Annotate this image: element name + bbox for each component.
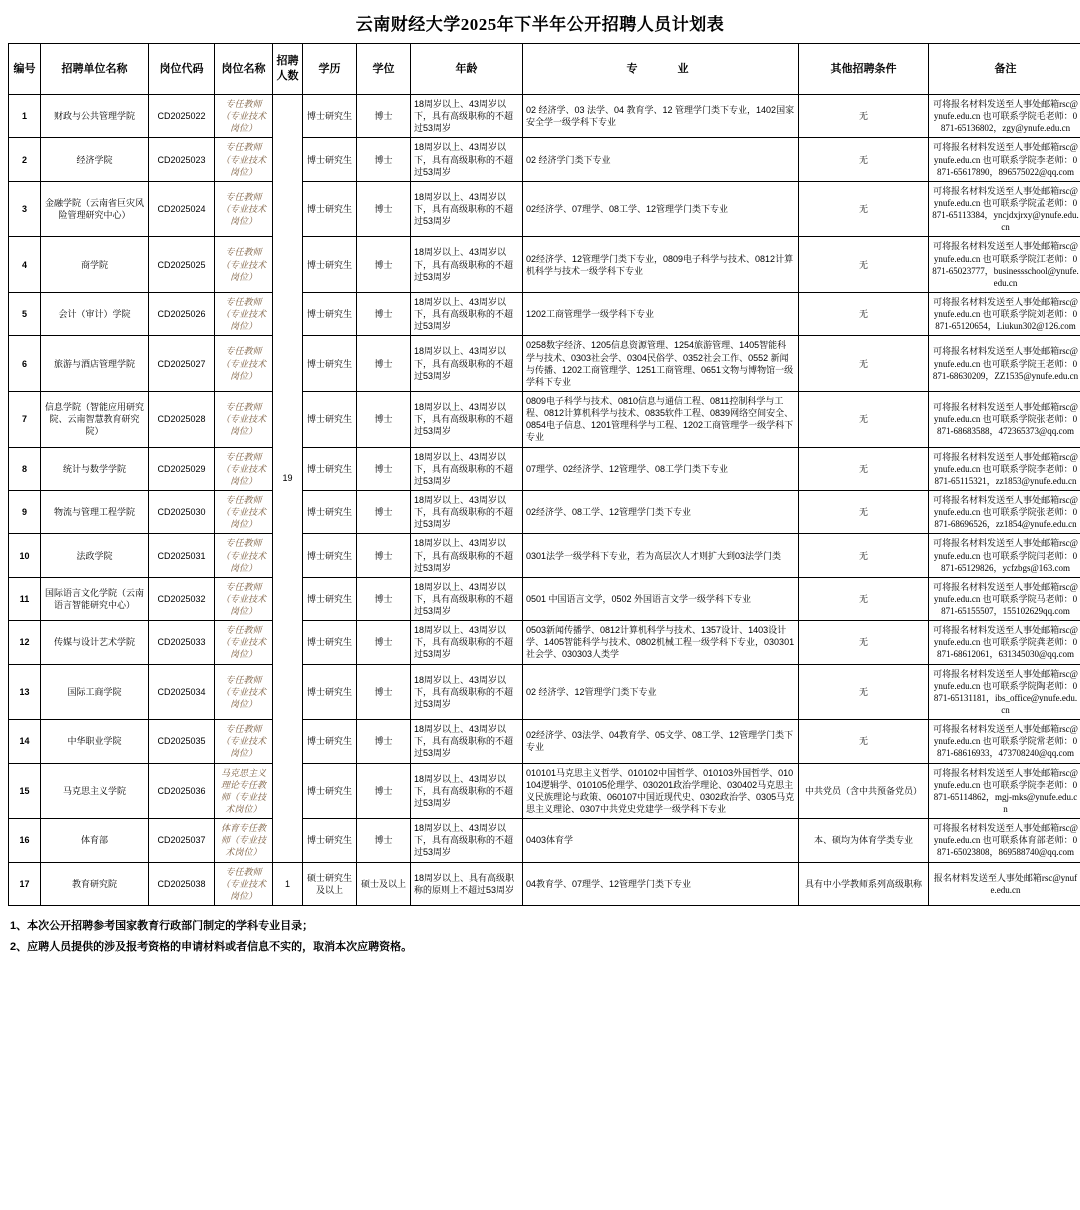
cell-code: CD2025032 (149, 577, 215, 620)
cell-index: 15 (9, 763, 41, 819)
cell-other: 具有中小学教师系列高级职称 (799, 862, 929, 905)
cell-remark: 可将报名材料发送至人事处邮箱rsc@ynufe.edu.cn 也可联系学院马老师：0871-65155507，155102629qq.com (929, 577, 1080, 620)
cell-index: 4 (9, 237, 41, 293)
table-row (9, 763, 1080, 819)
cell-other: 无 (799, 534, 929, 577)
cell-degree: 博士 (357, 391, 411, 447)
table-body (9, 95, 1080, 906)
cell-other: 无 (799, 138, 929, 181)
cell-degree: 博士 (357, 819, 411, 862)
cell-age: 18周岁以上、43周岁以下，具有高级职称的不超过53周岁 (411, 181, 523, 237)
cell-education: 博士研究生 (303, 447, 357, 490)
cell-education: 博士研究生 (303, 664, 357, 720)
cell-other: 无 (799, 391, 929, 447)
cell-degree: 博士 (357, 447, 411, 490)
cell-other: 无 (799, 577, 929, 620)
cell-age: 18周岁以上、43周岁以下，具有高级职称的不超过53周岁 (411, 138, 523, 181)
cell-age: 18周岁以上、43周岁以下，具有高级职称的不超过53周岁 (411, 819, 523, 862)
cell-other: 无 (799, 621, 929, 664)
cell-code: CD2025037 (149, 819, 215, 862)
cell-education: 博士研究生 (303, 819, 357, 862)
cell-degree: 博士 (357, 181, 411, 237)
cell-education: 博士研究生 (303, 490, 357, 533)
cell-unit: 旅游与酒店管理学院 (41, 336, 149, 392)
cell-code: CD2025029 (149, 447, 215, 490)
cell-unit: 金融学院（云南省巨灾风险管理研究中心） (41, 181, 149, 237)
cell-remark: 可将报名材料发送至人事处邮箱rsc@ynufe.edu.cn 也可联系学院张老师：0871-68683588，472365373@qq.com (929, 391, 1080, 447)
footnote-2: 2、应聘人员提供的涉及报考资格的申请材料或者信息不实的，取消本次应聘资格。 (10, 940, 413, 953)
cell-age: 18周岁以上、43周岁以下，具有高级职称的不超过53周岁 (411, 447, 523, 490)
cell-post: 专任教师（专业技术岗位） (215, 720, 273, 763)
table-row (9, 490, 1080, 533)
cell-age: 18周岁以上、43周岁以下，具有高级职称的不超过53周岁 (411, 391, 523, 447)
table-row (9, 862, 1080, 905)
cell-code: CD2025030 (149, 490, 215, 533)
cell-post: 专任教师（专业技术岗位） (215, 292, 273, 335)
cell-unit: 财政与公共管理学院 (41, 95, 149, 138)
cell-other: 无 (799, 447, 929, 490)
cell-code: CD2025036 (149, 763, 215, 819)
footnotes (10, 916, 1070, 958)
cell-code: CD2025038 (149, 862, 215, 905)
cell-education: 博士研究生 (303, 577, 357, 620)
cell-unit: 国际工商学院 (41, 664, 149, 720)
cell-remark: 可将报名材料发送至人事处邮箱rsc@ynufe.edu.cn 也可联系学院王老师：0871-68630209，ZZ1535@ynufe.edu.cn (929, 336, 1080, 392)
cell-major: 0809电子科学与技术、0810信息与通信工程、0811控制科学与工程、0812计算机科学与技术、0835软件工程、0839网络空间安全、0854电子信息、1201管理科学与工程、1202工商管理学一级学科下专业 (523, 391, 799, 447)
table-row (9, 534, 1080, 577)
cell-unit: 教育研究院 (41, 862, 149, 905)
cell-code: CD2025022 (149, 95, 215, 138)
cell-post: 专任教师（专业技术岗位） (215, 490, 273, 533)
table-row (9, 819, 1080, 862)
cell-remark: 可将报名材料发送至人事处邮箱rsc@ynufe.edu.cn 也可联系学院李老师：0871-65115321，zz1853@ynufe.edu.cn (929, 447, 1080, 490)
cell-remark: 可将报名材料发送至人事处邮箱rsc@ynufe.edu.cn 也可联系体育部老师：0871-65023808，869588740@qq.com (929, 819, 1080, 862)
cell-degree: 博士 (357, 138, 411, 181)
cell-code: CD2025031 (149, 534, 215, 577)
column-header-count: 招聘人数 (273, 44, 303, 95)
cell-other: 无 (799, 292, 929, 335)
table-row (9, 664, 1080, 720)
cell-unit: 经济学院 (41, 138, 149, 181)
cell-post: 专任教师（专业技术岗位） (215, 181, 273, 237)
table-row (9, 181, 1080, 237)
cell-major: 010101马克思主义哲学、010102中国哲学、010103外国哲学、010104逻辑学、010105伦理学、030201政治学理论、030402马克思主义民族理论与政策、060107中国近现代史、0302政治学、0305马克思主义理论、0307中共党史党建学一级学科下专业 (523, 763, 799, 819)
cell-degree: 博士 (357, 292, 411, 335)
cell-degree: 博士 (357, 336, 411, 392)
cell-age: 18周岁以上、43周岁以下，具有高级职称的不超过53周岁 (411, 534, 523, 577)
cell-remark: 可将报名材料发送至人事处邮箱rsc@ynufe.edu.cn 也可联系学院毛老师：0871-65136802，zgy@ynufe.edu.cn (929, 95, 1080, 138)
cell-code: CD2025025 (149, 237, 215, 293)
cell-unit: 统计与数学学院 (41, 447, 149, 490)
cell-age: 18周岁以上、43周岁以下，具有高级职称的不超过53周岁 (411, 621, 523, 664)
cell-other: 本、硕均为体育学类专业 (799, 819, 929, 862)
cell-degree: 硕士及以上 (357, 862, 411, 905)
table-row (9, 621, 1080, 664)
cell-index: 1 (9, 95, 41, 138)
cell-major: 07理学、02经济学、12管理学、08工学门类下专业 (523, 447, 799, 490)
cell-other: 无 (799, 336, 929, 392)
cell-post: 专任教师（专业技术岗位） (215, 138, 273, 181)
cell-post: 专任教师（专业技术岗位） (215, 664, 273, 720)
cell-education: 博士研究生 (303, 181, 357, 237)
cell-code: CD2025027 (149, 336, 215, 392)
cell-major: 04教育学、07理学、12管理学门类下专业 (523, 862, 799, 905)
cell-code: CD2025033 (149, 621, 215, 664)
cell-education: 博士研究生 (303, 336, 357, 392)
cell-index: 11 (9, 577, 41, 620)
cell-education: 博士研究生 (303, 534, 357, 577)
cell-age: 18周岁以上、43周岁以下，具有高级职称的不超过53周岁 (411, 720, 523, 763)
cell-other: 无 (799, 181, 929, 237)
cell-index: 5 (9, 292, 41, 335)
cell-unit: 物流与管理工程学院 (41, 490, 149, 533)
cell-remark: 可将报名材料发送至人事处邮箱rsc@ynufe.edu.cn 也可联系学院常老师：0871-68616933，473708240@qq.com (929, 720, 1080, 763)
cell-education: 硕士研究生及以上 (303, 862, 357, 905)
cell-major: 0301法学一级学科下专业，若为高层次人才则扩大到03法学门类 (523, 534, 799, 577)
cell-major: 02经济学、07理学、08工学、12管理学门类下专业 (523, 181, 799, 237)
cell-index: 10 (9, 534, 41, 577)
cell-unit: 法政学院 (41, 534, 149, 577)
cell-index: 14 (9, 720, 41, 763)
cell-major: 0501 中国语言文学，0502 外国语言文学一级学科下专业 (523, 577, 799, 620)
cell-remark: 可将报名材料发送至人事处邮箱rsc@ynufe.edu.cn 也可联系学院龚老师：0871-68612061，631345030@qq.com (929, 621, 1080, 664)
cell-age: 18周岁以上、43周岁以下，具有高级职称的不超过53周岁 (411, 237, 523, 293)
cell-major: 02 经济学、03 法学、04 教育学、12 管理学门类下专业，1402国家安全学一级学科下专业 (523, 95, 799, 138)
cell-index: 8 (9, 447, 41, 490)
cell-other: 中共党员（含中共预备党员） (799, 763, 929, 819)
cell-education: 博士研究生 (303, 391, 357, 447)
cell-index: 2 (9, 138, 41, 181)
cell-major: 0403体育学 (523, 819, 799, 862)
cell-age: 18周岁以上、43周岁以下，具有高级职称的不超过53周岁 (411, 664, 523, 720)
cell-code: CD2025026 (149, 292, 215, 335)
cell-age: 18周岁以上、43周岁以下，具有高级职称的不超过53周岁 (411, 577, 523, 620)
cell-post: 专任教师（专业技术岗位） (215, 534, 273, 577)
column-header-other: 其他招聘条件 (799, 44, 929, 95)
cell-degree: 博士 (357, 621, 411, 664)
cell-code: CD2025024 (149, 181, 215, 237)
cell-count-merged: 19 (273, 95, 303, 863)
cell-age: 18周岁以上、43周岁以下，具有高级职称的不超过53周岁 (411, 292, 523, 335)
cell-major: 02 经济学、12管理学门类下专业 (523, 664, 799, 720)
cell-degree: 博士 (357, 95, 411, 138)
cell-unit: 中华职业学院 (41, 720, 149, 763)
cell-major: 02经济学、12管理学门类下专业，0809电子科学与技术、0812计算机科学与技术一级学科下专业 (523, 237, 799, 293)
recruitment-plan-table (8, 43, 1080, 906)
column-header-major: 专 业 (523, 44, 799, 95)
table-row (9, 237, 1080, 293)
footnote-1: 1、本次公开招聘参考国家教育行政部门制定的学科专业目录； (10, 920, 314, 933)
cell-remark: 可将报名材料发送至人事处邮箱rsc@ynufe.edu.cn 也可联系学院刘老师：0871-65120654，Liukun302@126.com (929, 292, 1080, 335)
cell-major: 0503新闻传播学、0812计算机科学与技术、1357设计、1403设计学、1405智能科学与技术、0802机械工程一级学科下专业，030301社会学、030303人类学 (523, 621, 799, 664)
table-row (9, 577, 1080, 620)
cell-index: 7 (9, 391, 41, 447)
cell-remark: 可将报名材料发送至人事处邮箱rsc@ynufe.edu.cn 也可联系学院张老师：0871-68696526，zz1854@ynufe.edu.cn (929, 490, 1080, 533)
cell-index: 16 (9, 819, 41, 862)
cell-remark: 可将报名材料发送至人事处邮箱rsc@ynufe.edu.cn 也可联系学院闫老师：0871-65129826，ycfzbgs@163.com (929, 534, 1080, 577)
cell-index: 12 (9, 621, 41, 664)
column-header-education: 学历 (303, 44, 357, 95)
cell-count: 1 (273, 862, 303, 905)
table-row (9, 95, 1080, 138)
table-row (9, 336, 1080, 392)
cell-code: CD2025035 (149, 720, 215, 763)
cell-unit: 会计（审计）学院 (41, 292, 149, 335)
cell-index: 3 (9, 181, 41, 237)
cell-post: 专任教师（专业技术岗位） (215, 862, 273, 905)
cell-degree: 博士 (357, 237, 411, 293)
cell-post: 专任教师（专业技术岗位） (215, 237, 273, 293)
column-header-remark: 备注 (929, 44, 1080, 95)
column-header-index: 编号 (9, 44, 41, 95)
cell-index: 17 (9, 862, 41, 905)
cell-post: 马克思主义理论专任教师（专业技术岗位） (215, 763, 273, 819)
cell-major: 0258数字经济、1205信息资源管理、1254旅游管理、1405智能科学与技术、0303社会学、0304民俗学、0352社会工作、0552 新闻与传播、1202工商管理学、1251工商管理、0651文物与博物馆一级学科下专业 (523, 336, 799, 392)
table-row (9, 720, 1080, 763)
cell-post: 专任教师（专业技术岗位） (215, 621, 273, 664)
cell-remark: 可将报名材料发送至人事处邮箱rsc@ynufe.edu.cn 也可联系学院陶老师：0871-65131181，ibs_office@ynufe.edu.cn (929, 664, 1080, 720)
cell-post: 专任教师（专业技术岗位） (215, 336, 273, 392)
cell-other: 无 (799, 490, 929, 533)
cell-degree: 博士 (357, 577, 411, 620)
table-row (9, 292, 1080, 335)
table-row (9, 138, 1080, 181)
cell-education: 博士研究生 (303, 763, 357, 819)
cell-degree: 博士 (357, 763, 411, 819)
cell-major: 1202工商管理学一级学科下专业 (523, 292, 799, 335)
cell-unit: 商学院 (41, 237, 149, 293)
cell-major: 02经济学、03法学、04教育学、05文学、08工学、12管理学门类下专业 (523, 720, 799, 763)
cell-post: 专任教师（专业技术岗位） (215, 95, 273, 138)
cell-remark: 可将报名材料发送至人事处邮箱rsc@ynufe.edu.cn 也可联系学院李老师：0871-65617890，896575022@qq.com (929, 138, 1080, 181)
cell-education: 博士研究生 (303, 138, 357, 181)
cell-education: 博士研究生 (303, 720, 357, 763)
column-header-post: 岗位名称 (215, 44, 273, 95)
cell-other: 无 (799, 237, 929, 293)
cell-major: 02 经济学门类下专业 (523, 138, 799, 181)
table-header-row (9, 44, 1080, 95)
cell-code: CD2025028 (149, 391, 215, 447)
cell-education: 博士研究生 (303, 95, 357, 138)
cell-remark: 可将报名材料发送至人事处邮箱rsc@ynufe.edu.cn 也可联系学院江老师：0871-65023777，businessschool@ynufe.edu.cn (929, 237, 1080, 293)
cell-code: CD2025034 (149, 664, 215, 720)
cell-unit: 信息学院（智能应用研究院、云南智慧教育研究院） (41, 391, 149, 447)
cell-code: CD2025023 (149, 138, 215, 181)
cell-age: 18周岁以上、43周岁以下，具有高级职称的不超过53周岁 (411, 336, 523, 392)
cell-post: 体育专任教师（专业技术岗位） (215, 819, 273, 862)
cell-age: 18周岁以上、43周岁以下，具有高级职称的不超过53周岁 (411, 95, 523, 138)
page-title: 云南财经大学2025年下半年公开招聘人员计划表 (355, 15, 725, 34)
cell-unit: 国际语言文化学院（云南语言智能研究中心） (41, 577, 149, 620)
cell-age: 18周岁以上、43周岁以下，具有高级职称的不超过53周岁 (411, 490, 523, 533)
cell-index: 13 (9, 664, 41, 720)
cell-remark: 可将报名材料发送至人事处邮箱rsc@ynufe.edu.cn 也可联系学院李老师：0871-65114862，mgj-mks@ynufe.edu.cn (929, 763, 1080, 819)
cell-other: 无 (799, 95, 929, 138)
cell-post: 专任教师（专业技术岗位） (215, 447, 273, 490)
cell-other: 无 (799, 664, 929, 720)
column-header-degree: 学位 (357, 44, 411, 95)
cell-age: 18周岁以上、具有高级职称的原则上不超过53周岁 (411, 862, 523, 905)
cell-degree: 博士 (357, 534, 411, 577)
cell-unit: 马克思主义学院 (41, 763, 149, 819)
cell-unit: 传媒与设计艺术学院 (41, 621, 149, 664)
cell-age: 18周岁以上、43周岁以下，具有高级职称的不超过53周岁 (411, 763, 523, 819)
cell-degree: 博士 (357, 664, 411, 720)
column-header-unit: 招聘单位名称 (41, 44, 149, 95)
cell-degree: 博士 (357, 720, 411, 763)
cell-degree: 博士 (357, 490, 411, 533)
table-row (9, 391, 1080, 447)
cell-index: 6 (9, 336, 41, 392)
column-header-code: 岗位代码 (149, 44, 215, 95)
cell-remark: 报名材料发送至人事处邮箱rsc@ynufe.edu.cn (929, 862, 1080, 905)
cell-remark: 可将报名材料发送至人事处邮箱rsc@ynufe.edu.cn 也可联系学院孟老师：0871-65113384，yncjdxjrxy@ynufe.edu.cn (929, 181, 1080, 237)
cell-post: 专任教师（专业技术岗位） (215, 391, 273, 447)
cell-education: 博士研究生 (303, 621, 357, 664)
column-header-age: 年龄 (411, 44, 523, 95)
cell-other: 无 (799, 720, 929, 763)
cell-education: 博士研究生 (303, 237, 357, 293)
cell-education: 博士研究生 (303, 292, 357, 335)
cell-major: 02经济学、08工学、12管理学门类下专业 (523, 490, 799, 533)
cell-post: 专任教师（专业技术岗位） (215, 577, 273, 620)
table-row (9, 447, 1080, 490)
cell-unit: 体育部 (41, 819, 149, 862)
cell-index: 9 (9, 490, 41, 533)
